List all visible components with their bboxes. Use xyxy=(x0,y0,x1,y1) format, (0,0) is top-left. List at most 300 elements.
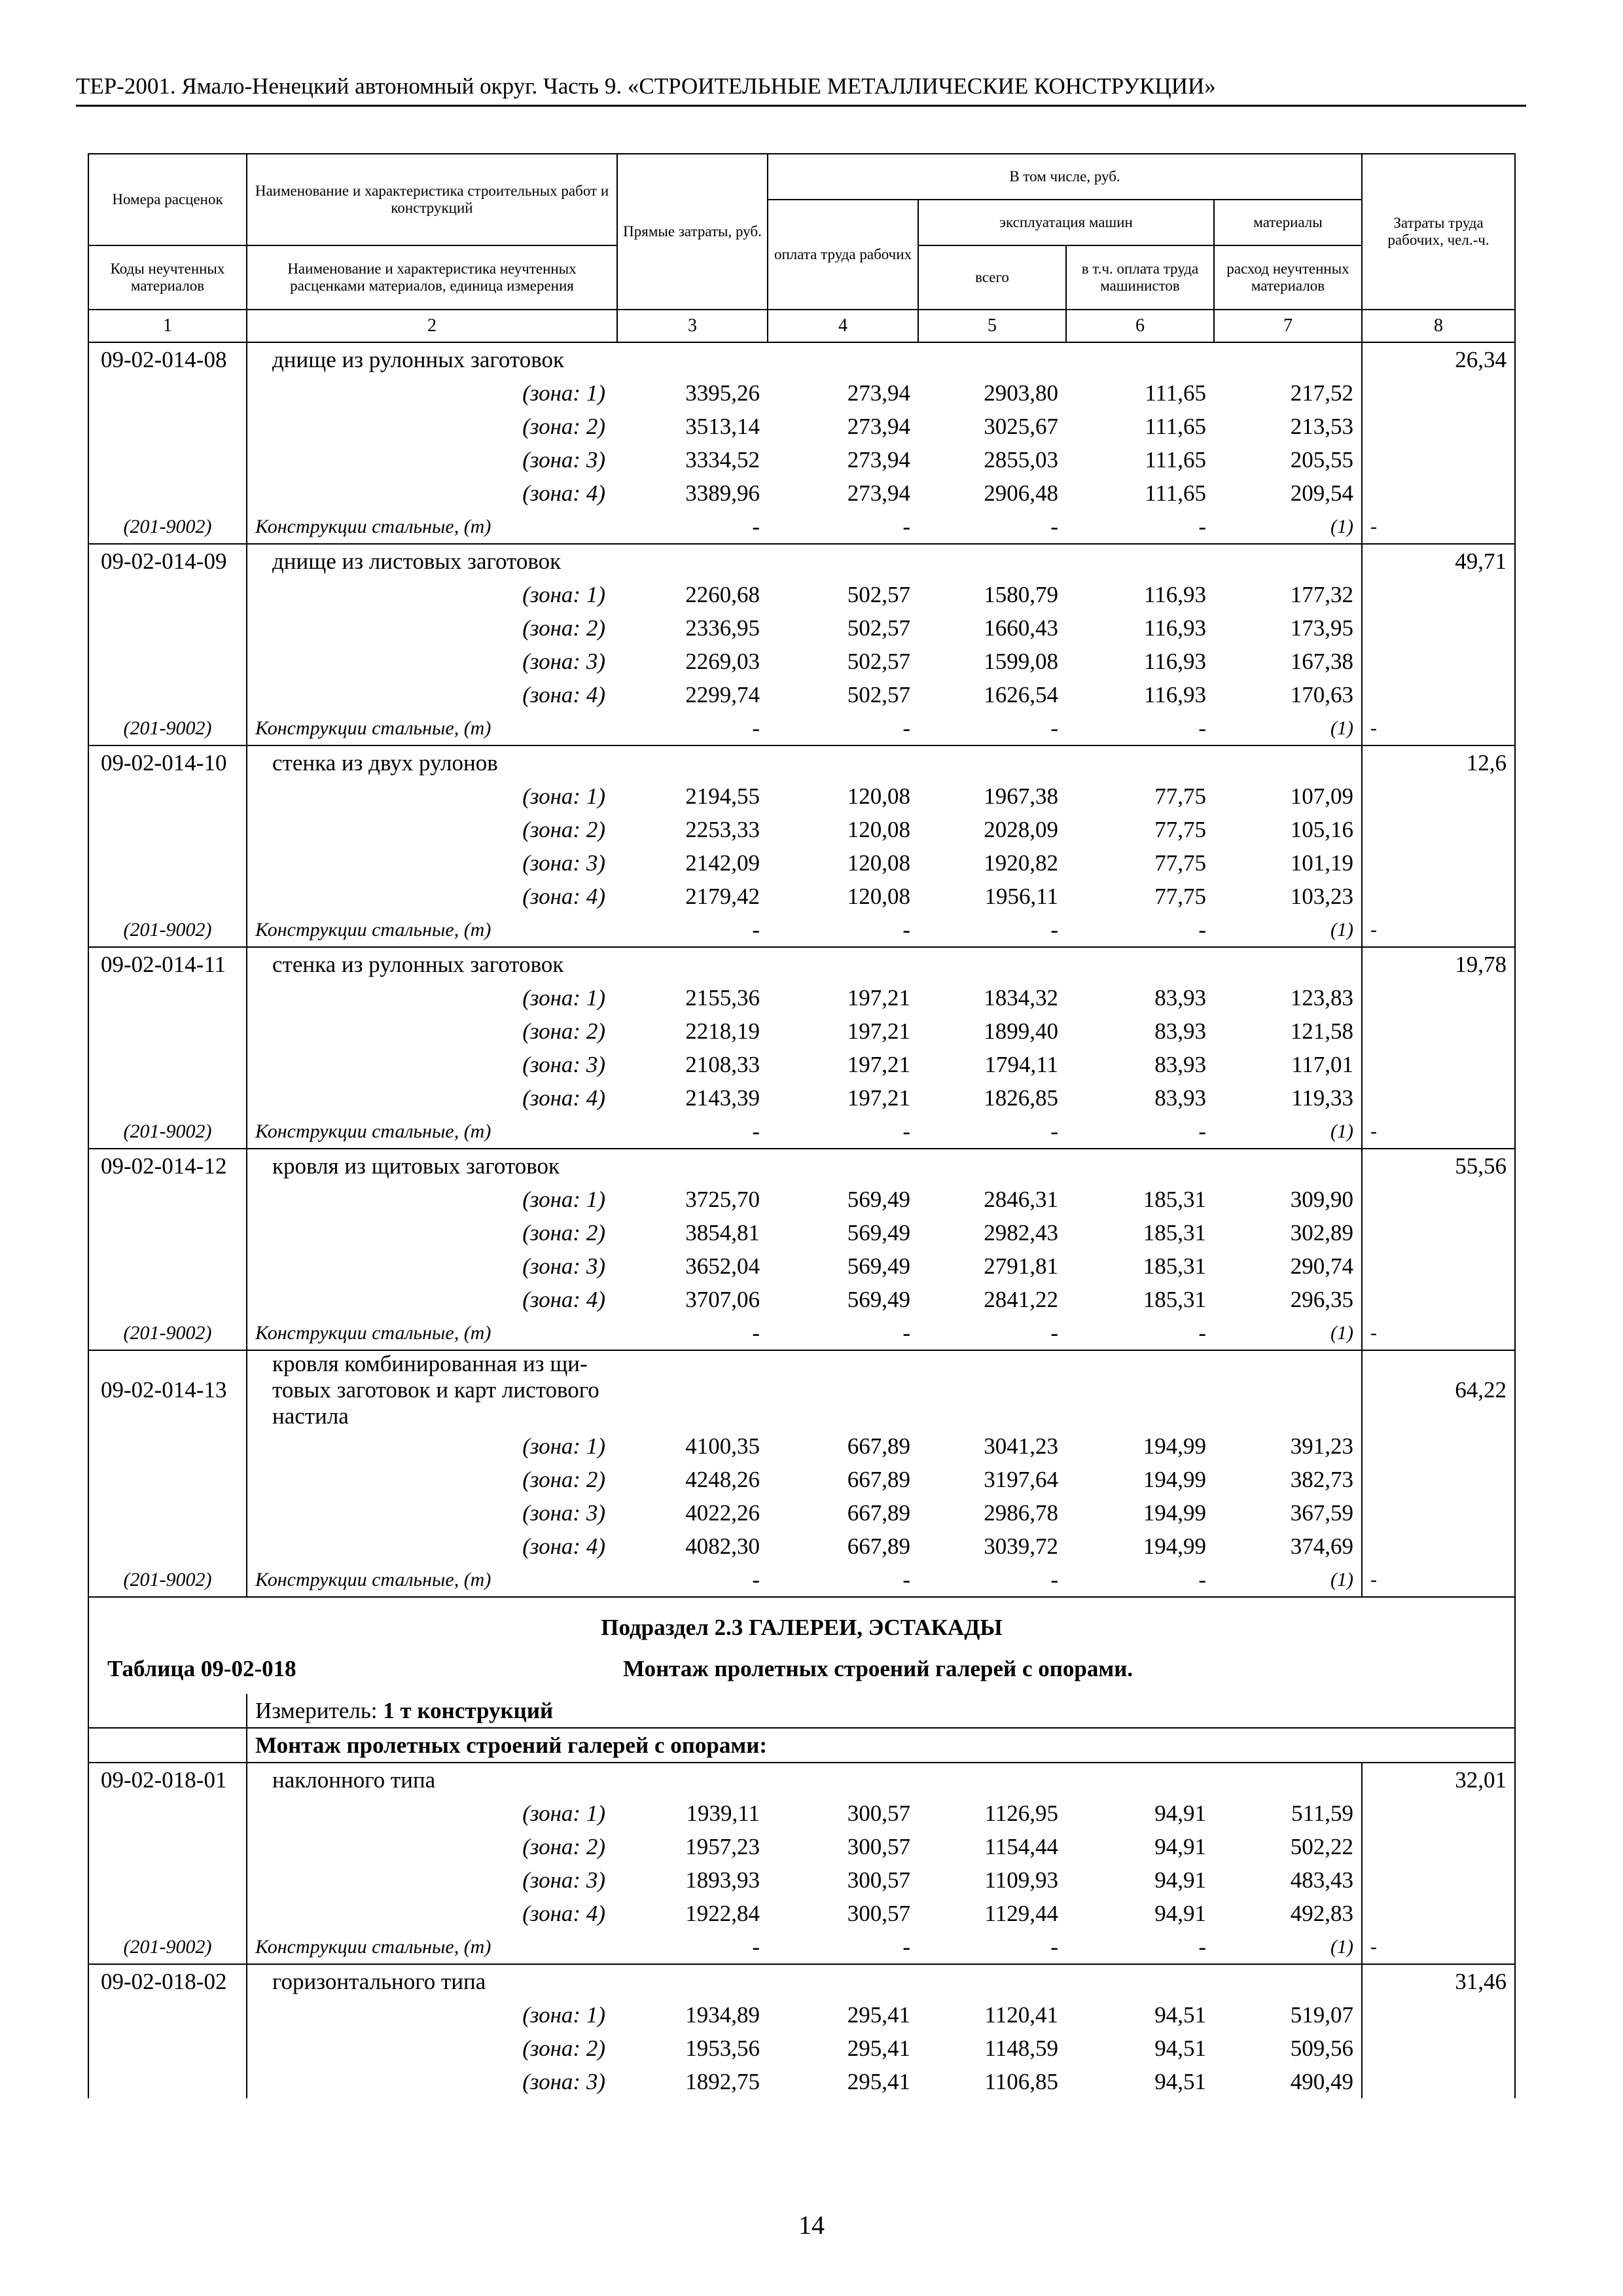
empty-cell xyxy=(1362,1283,1515,1316)
empty-cell xyxy=(617,342,768,376)
machines-total: 3041,23 xyxy=(984,1433,1058,1459)
wages-cost: 300,57 xyxy=(847,1800,910,1826)
direct-cost: 2179,42 xyxy=(685,883,760,909)
machines-total: 1129,44 xyxy=(984,1900,1058,1926)
rate-row xyxy=(88,947,1515,981)
empty-cell xyxy=(918,342,1066,376)
empty-cell xyxy=(768,544,918,578)
zone-label: (зона: 4) xyxy=(522,1286,605,1312)
zone-row xyxy=(88,678,1515,711)
empty-cell xyxy=(1362,846,1515,880)
material-code: (201-9002) xyxy=(88,1316,247,1350)
machines-total: 2903,80 xyxy=(984,380,1058,406)
empty-cell xyxy=(768,1763,918,1797)
empty-cell xyxy=(88,813,247,846)
materials-cost: 119,33 xyxy=(1291,1085,1354,1111)
empty-cell xyxy=(1066,544,1214,578)
wages-cost: 120,08 xyxy=(847,783,910,809)
empty-cell xyxy=(1214,947,1362,981)
materials-cost: 107,09 xyxy=(1290,783,1354,809)
direct-cost: 2143,39 xyxy=(685,1085,760,1111)
wages-cost: 569,49 xyxy=(847,1186,910,1212)
empty-cell xyxy=(88,2032,247,2065)
wages-cost: 120,08 xyxy=(847,816,910,842)
operators-wages: 77,75 xyxy=(1154,783,1206,809)
rate-row xyxy=(88,1149,1515,1183)
empty-cell xyxy=(1066,1149,1214,1183)
direct-cost: 1892,75 xyxy=(685,2068,760,2094)
empty-cell xyxy=(1362,2032,1515,2065)
material-qty: (1) xyxy=(1330,1568,1354,1590)
zone-label: (зона: 1) xyxy=(522,1186,605,1212)
direct-cost: 2194,55 xyxy=(685,783,760,809)
material-name: Конструкции стальные, (т) xyxy=(255,717,491,739)
empty-cell xyxy=(617,1149,768,1183)
dash-cell: - xyxy=(1362,1563,1515,1597)
material-qty: (1) xyxy=(1330,515,1354,537)
operators-wages: 77,75 xyxy=(1154,816,1206,842)
materials-cost: 302,89 xyxy=(1290,1219,1354,1246)
materials-cost: 209,54 xyxy=(1290,480,1354,506)
dash-cell: - xyxy=(1362,1115,1515,1149)
wages-cost: 295,41 xyxy=(847,2035,910,2061)
material-row xyxy=(88,1563,1515,1597)
materials-cost: 309,90 xyxy=(1290,1186,1354,1212)
materials-cost: 290,74 xyxy=(1290,1253,1354,1279)
zone-row xyxy=(88,611,1515,645)
empty-cell xyxy=(918,1964,1066,1998)
labor-value: 32,01 xyxy=(1362,1763,1515,1797)
operators-wages: 94,91 xyxy=(1154,1900,1206,1926)
zone-row xyxy=(88,1429,1515,1463)
materials-cost: 177,32 xyxy=(1290,581,1354,607)
empty-cell xyxy=(1362,1830,1515,1863)
zone-label: (зона: 3) xyxy=(522,1253,605,1279)
wages-cost: 197,21 xyxy=(847,1085,910,1111)
material-qty: (1) xyxy=(1330,1321,1354,1344)
operators-wages: 77,75 xyxy=(1154,883,1206,909)
zone-row xyxy=(88,1249,1515,1283)
empty-cell xyxy=(88,1797,247,1830)
operators-wages: 83,93 xyxy=(1154,1051,1206,1077)
empty-cell xyxy=(88,981,247,1014)
labor-value: 64,22 xyxy=(1362,1350,1515,1429)
zone-row xyxy=(88,981,1515,1014)
dash-cell: - xyxy=(1198,1319,1206,1346)
empty-cell xyxy=(88,1496,247,1530)
wages-cost: 273,94 xyxy=(847,480,910,506)
material-code: (201-9002) xyxy=(88,1115,247,1149)
rates-table xyxy=(88,153,1516,2098)
empty-cell xyxy=(1066,1964,1214,1998)
wages-cost: 300,57 xyxy=(847,1867,910,1893)
dash-cell: - xyxy=(1050,1566,1058,1592)
operators-wages: 94,91 xyxy=(1154,1800,1206,1826)
empty-cell xyxy=(88,476,247,510)
machines-total: 2982,43 xyxy=(984,1219,1058,1246)
dash-cell: - xyxy=(1362,711,1515,745)
rate-row xyxy=(88,1964,1515,1998)
empty-cell xyxy=(1362,813,1515,846)
empty-cell xyxy=(768,745,918,780)
empty-cell xyxy=(1362,1463,1515,1496)
direct-cost: 1939,11 xyxy=(686,1800,760,1826)
wages-cost: 569,49 xyxy=(847,1253,910,1279)
machines-total: 1956,11 xyxy=(984,883,1058,909)
empty-cell xyxy=(1362,578,1515,611)
empty-cell xyxy=(88,1830,247,1863)
zone-row xyxy=(88,1830,1515,1863)
empty-cell xyxy=(918,1149,1066,1183)
zone-label: (зона: 4) xyxy=(522,883,605,909)
empty-cell xyxy=(1362,1216,1515,1249)
zone-label: (зона: 1) xyxy=(522,2001,605,2028)
col-incl-rub: В том числе, руб. xyxy=(768,154,1362,200)
zone-label: (зона: 2) xyxy=(522,1466,605,1492)
wages-cost: 273,94 xyxy=(847,380,910,406)
empty-cell xyxy=(1362,1863,1515,1897)
zone-row xyxy=(88,1048,1515,1081)
rate-name: наклонного типа xyxy=(247,1763,617,1797)
machines-total: 2855,03 xyxy=(984,446,1058,473)
zone-row xyxy=(88,1998,1515,2032)
empty-cell xyxy=(1362,410,1515,443)
dash-cell: - xyxy=(1050,715,1058,741)
wages-cost: 295,41 xyxy=(847,2068,910,2094)
col-num: 6 xyxy=(1066,310,1214,342)
zone-label: (зона: 2) xyxy=(522,413,605,439)
zone-row xyxy=(88,1014,1515,1048)
empty-cell xyxy=(88,1249,247,1283)
empty-cell xyxy=(88,645,247,678)
zone-row xyxy=(88,2065,1515,2098)
materials-cost: 367,59 xyxy=(1290,1499,1354,1526)
direct-cost: 2218,19 xyxy=(685,1018,760,1044)
materials-cost: 511,59 xyxy=(1291,1800,1354,1826)
dash-cell: - xyxy=(902,1118,910,1144)
direct-cost: 1957,23 xyxy=(685,1833,760,1859)
zone-label: (зона: 3) xyxy=(522,1499,605,1526)
machines-total: 1106,85 xyxy=(984,2068,1058,2094)
zone-label: (зона: 1) xyxy=(522,380,605,406)
empty-cell xyxy=(88,1216,247,1249)
direct-cost: 4100,35 xyxy=(685,1433,760,1459)
empty-cell xyxy=(1362,1081,1515,1115)
material-code: (201-9002) xyxy=(88,913,247,947)
zone-row xyxy=(88,846,1515,880)
dash-cell: - xyxy=(1198,715,1206,741)
wages-cost: 273,94 xyxy=(847,446,910,473)
operators-wages: 116,93 xyxy=(1144,648,1206,674)
operators-wages: 94,51 xyxy=(1154,2068,1206,2094)
zone-row xyxy=(88,1863,1515,1897)
machines-total: 1899,40 xyxy=(984,1018,1058,1044)
operators-wages: 116,93 xyxy=(1144,615,1206,641)
empty-cell xyxy=(617,1350,768,1429)
empty-cell xyxy=(1362,1496,1515,1530)
machines-total: 2028,09 xyxy=(984,816,1058,842)
wages-cost: 667,89 xyxy=(847,1466,910,1492)
rate-code: 09-02-018-01 xyxy=(88,1763,247,1797)
empty-cell xyxy=(918,1763,1066,1797)
dash-cell: - xyxy=(752,1319,760,1346)
operators-wages: 194,99 xyxy=(1143,1533,1206,1559)
empty-cell xyxy=(1362,2065,1515,2098)
wages-cost: 667,89 xyxy=(847,1533,910,1559)
zone-label: (зона: 4) xyxy=(522,1900,605,1926)
empty-cell xyxy=(88,678,247,711)
empty-cell xyxy=(918,1350,1066,1429)
rate-row xyxy=(88,1763,1515,1797)
col-work-name: Наименование и характеристика строительных работ и конструкций xyxy=(247,154,617,245)
wages-cost: 502,57 xyxy=(847,681,910,708)
machines-total: 2986,78 xyxy=(984,1499,1058,1526)
materials-cost: 296,35 xyxy=(1290,1286,1354,1312)
wages-cost: 197,21 xyxy=(847,1051,910,1077)
labor-value: 49,71 xyxy=(1362,544,1515,578)
col-mat-codes: Коды неучтенных материалов xyxy=(88,245,247,310)
dash-cell: - xyxy=(752,513,760,539)
rate-code: 09-02-014-09 xyxy=(88,544,247,578)
empty-cell xyxy=(1362,1897,1515,1930)
rate-code: 09-02-014-08 xyxy=(88,342,247,376)
direct-cost: 3334,52 xyxy=(685,446,760,473)
empty-cell xyxy=(88,2065,247,2098)
machines-total: 1794,11 xyxy=(984,1051,1058,1077)
direct-cost: 3513,14 xyxy=(685,413,760,439)
empty-cell xyxy=(918,947,1066,981)
material-name: Конструкции стальные, (т) xyxy=(255,1568,491,1590)
table-title-row xyxy=(88,1644,1515,1694)
col-wages: оплата труда рабочих xyxy=(768,200,918,310)
rate-code: 09-02-018-02 xyxy=(88,1964,247,1998)
zone-label: (зона: 3) xyxy=(522,648,605,674)
materials-cost: 213,53 xyxy=(1290,413,1354,439)
direct-cost: 2108,33 xyxy=(685,1051,760,1077)
empty-cell xyxy=(1362,981,1515,1014)
material-name: Конструкции стальные, (т) xyxy=(255,1120,491,1142)
rate-name: кровля из щитовых заготовок xyxy=(247,1149,617,1183)
zone-label: (зона: 2) xyxy=(522,816,605,842)
zone-row xyxy=(88,410,1515,443)
operators-wages: 194,99 xyxy=(1143,1499,1206,1526)
rate-name: стенка из двух рулонов xyxy=(247,745,617,780)
empty-cell xyxy=(88,410,247,443)
rate-row xyxy=(88,1350,1515,1429)
labor-value: 31,46 xyxy=(1362,1964,1515,1998)
operators-wages: 185,31 xyxy=(1143,1286,1206,1312)
materials-cost: 519,07 xyxy=(1290,2001,1354,2028)
materials-cost: 502,22 xyxy=(1290,1833,1354,1859)
empty-cell xyxy=(88,880,247,913)
material-code: (201-9002) xyxy=(88,510,247,544)
material-code: (201-9002) xyxy=(88,1563,247,1597)
wages-cost: 197,21 xyxy=(847,1018,910,1044)
empty-cell xyxy=(88,443,247,476)
wages-cost: 300,57 xyxy=(847,1900,910,1926)
col-mat-use: расход неучтенных материалов xyxy=(1214,245,1362,310)
rate-name: днище из листовых заготовок xyxy=(247,544,617,578)
empty-cell xyxy=(1362,780,1515,813)
subsection-block xyxy=(88,1597,1515,1763)
wages-cost: 667,89 xyxy=(847,1499,910,1526)
empty-cell xyxy=(88,846,247,880)
operators-wages: 185,31 xyxy=(1143,1219,1206,1246)
dash-cell: - xyxy=(752,916,760,942)
empty-cell xyxy=(1362,443,1515,476)
machines-total: 3039,72 xyxy=(984,1533,1058,1559)
labor-value: 12,6 xyxy=(1362,745,1515,780)
zone-row xyxy=(88,578,1515,611)
rate-code: 09-02-014-13 xyxy=(88,1350,247,1429)
empty-cell xyxy=(88,611,247,645)
wages-cost: 120,08 xyxy=(847,883,910,909)
machines-total: 2846,31 xyxy=(984,1186,1058,1212)
empty-cell xyxy=(1362,1998,1515,2032)
empty-cell xyxy=(1214,745,1362,780)
zone-row xyxy=(88,2032,1515,2065)
col-labor: Затраты труда рабочих, чел.-ч. xyxy=(1362,154,1515,310)
empty-cell xyxy=(1214,342,1362,376)
zone-label: (зона: 3) xyxy=(522,1867,605,1893)
empty-cell xyxy=(1362,880,1515,913)
empty-cell xyxy=(1066,1763,1214,1797)
empty-cell xyxy=(1362,678,1515,711)
empty-cell xyxy=(1066,342,1214,376)
machines-total: 1126,95 xyxy=(984,1800,1058,1826)
wages-cost: 569,49 xyxy=(847,1219,910,1246)
empty-cell xyxy=(88,376,247,410)
col-rate-no: Номера расценок xyxy=(88,154,247,245)
machines-total: 1120,41 xyxy=(984,2001,1058,2028)
table-body-tanks xyxy=(88,342,1515,1597)
labor-value: 19,78 xyxy=(1362,947,1515,981)
operators-wages: 77,75 xyxy=(1154,850,1206,876)
zone-row xyxy=(88,880,1515,913)
machines-total: 1154,44 xyxy=(984,1833,1058,1859)
zone-label: (зона: 2) xyxy=(522,615,605,641)
labor-value: 26,34 xyxy=(1362,342,1515,376)
direct-cost: 3389,96 xyxy=(685,480,760,506)
material-name: Конструкции стальные, (т) xyxy=(255,1935,491,1958)
col-num: 8 xyxy=(1362,310,1515,342)
measure-row xyxy=(247,1694,1515,1728)
col-num: 2 xyxy=(247,310,617,342)
rate-code: 09-02-014-11 xyxy=(88,947,247,981)
direct-cost: 4022,26 xyxy=(685,1499,760,1526)
empty-cell xyxy=(1066,947,1214,981)
dash-cell: - xyxy=(752,1566,760,1592)
operators-wages: 116,93 xyxy=(1144,581,1206,607)
material-qty: (1) xyxy=(1330,1120,1354,1142)
machines-total: 1826,85 xyxy=(984,1085,1058,1111)
empty-cell xyxy=(617,745,768,780)
empty-cell xyxy=(1362,1429,1515,1463)
zone-row xyxy=(88,376,1515,410)
empty-cell xyxy=(1362,1797,1515,1830)
table-title: Монтаж пролетных строений галерей с опорами. xyxy=(623,1656,1133,1681)
zone-row xyxy=(88,813,1515,846)
zone-label: (зона: 1) xyxy=(522,581,605,607)
wages-cost: 120,08 xyxy=(847,850,910,876)
wages-cost: 502,57 xyxy=(847,648,910,674)
zone-row xyxy=(88,1897,1515,1930)
material-row xyxy=(88,1115,1515,1149)
operators-wages: 94,51 xyxy=(1154,2035,1206,2061)
materials-cost: 205,55 xyxy=(1290,446,1354,473)
zone-row xyxy=(88,1283,1515,1316)
materials-cost: 117,01 xyxy=(1291,1051,1354,1077)
dash-cell: - xyxy=(1198,1933,1206,1960)
zone-row xyxy=(88,1530,1515,1563)
machines-total: 1580,79 xyxy=(984,581,1058,607)
direct-cost: 2260,68 xyxy=(685,581,760,607)
wages-cost: 295,41 xyxy=(847,2001,910,2028)
empty-cell xyxy=(1214,544,1362,578)
col-machines: эксплуатация машин xyxy=(918,200,1214,245)
material-qty: (1) xyxy=(1330,717,1354,739)
empty-cell xyxy=(88,1530,247,1563)
materials-cost: 509,56 xyxy=(1290,2035,1354,2061)
materials-cost: 492,83 xyxy=(1290,1900,1354,1926)
wages-cost: 667,89 xyxy=(847,1433,910,1459)
empty-cell xyxy=(1214,1964,1362,1998)
dash-cell: - xyxy=(1198,1118,1206,1144)
operators-wages: 83,93 xyxy=(1154,1085,1206,1111)
dash-cell: - xyxy=(902,1933,910,1960)
zone-label: (зона: 4) xyxy=(522,1533,605,1559)
zone-row xyxy=(88,476,1515,510)
rate-code: 09-02-014-10 xyxy=(88,745,247,780)
rate-code: 09-02-014-12 xyxy=(88,1149,247,1183)
col-incl-operators: в т.ч. оплата труда машинистов xyxy=(1066,245,1214,310)
operators-wages: 185,31 xyxy=(1143,1186,1206,1212)
empty-cell xyxy=(1362,1048,1515,1081)
rate-name: горизонтального типа xyxy=(247,1964,617,1998)
dash-cell: - xyxy=(1050,513,1058,539)
empty-cell xyxy=(918,544,1066,578)
dash-cell: - xyxy=(902,1319,910,1346)
materials-cost: 105,16 xyxy=(1290,816,1354,842)
rate-row xyxy=(88,342,1515,376)
materials-cost: 123,83 xyxy=(1290,984,1354,1011)
operators-wages: 111,65 xyxy=(1145,480,1206,506)
empty-cell xyxy=(617,1964,768,1998)
zone-label: (зона: 4) xyxy=(522,681,605,708)
empty-cell xyxy=(1362,1249,1515,1283)
dash-cell: - xyxy=(1050,916,1058,942)
operators-wages: 94,91 xyxy=(1154,1867,1206,1893)
col-num: 7 xyxy=(1214,310,1362,342)
empty-cell xyxy=(1362,611,1515,645)
machines-total: 1148,59 xyxy=(984,2035,1058,2061)
zone-row xyxy=(88,1216,1515,1249)
direct-cost: 1893,93 xyxy=(685,1867,760,1893)
direct-cost: 4248,26 xyxy=(685,1466,760,1492)
direct-cost: 3725,70 xyxy=(685,1186,760,1212)
machines-total: 1109,93 xyxy=(984,1867,1058,1893)
zone-row xyxy=(88,1463,1515,1496)
wages-cost: 197,21 xyxy=(847,984,910,1011)
zone-label: (зона: 3) xyxy=(522,1051,605,1077)
header-rule xyxy=(76,105,1526,107)
rate-name: кровля комбинированная из щи-товых заготовок и карт листового настила xyxy=(247,1350,617,1429)
table-body-galleries xyxy=(88,1763,1515,2098)
empty-cell xyxy=(88,1081,247,1115)
measure-value: 1 т конструкций xyxy=(383,1697,554,1723)
empty-cell xyxy=(1362,376,1515,410)
col-num: 3 xyxy=(617,310,768,342)
